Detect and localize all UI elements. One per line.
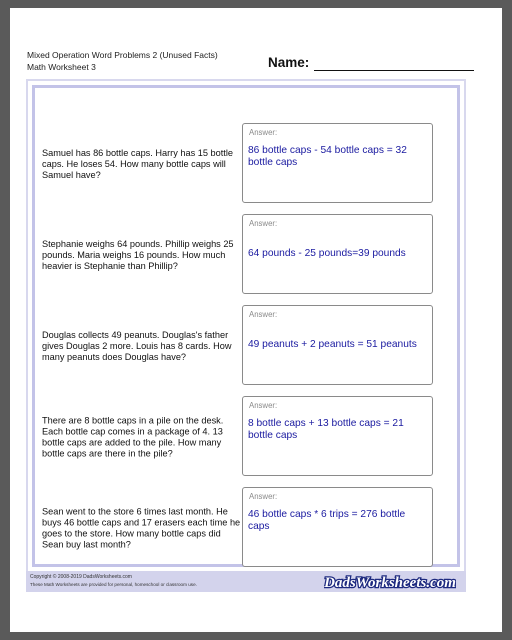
problem-item bbox=[35, 483, 457, 574]
answer-label: Answer: bbox=[249, 310, 278, 319]
answer-text: 8 bottle caps + 13 bottle caps = 21 bottle caps bbox=[248, 418, 404, 442]
problem-question: There are 8 bottle caps in a pile on the desk. Each bottle cap comes in a package of 4. 13 bottle caps are added to the pile. How many bottle caps are there in the pile? bbox=[42, 415, 224, 459]
problem-item bbox=[35, 119, 457, 210]
dadsworksheets-logo bbox=[324, 572, 456, 592]
answer-label: Answer: bbox=[249, 492, 278, 501]
worksheet-title: Mixed Operation Word Problems 2 (Unused Facts) bbox=[27, 50, 218, 60]
answer-box bbox=[242, 214, 433, 294]
answer-box bbox=[242, 396, 433, 476]
problem-question: Stephanie weighs 64 pounds. Phillip weighs 25 pounds. Maria weighs 16 pounds. How much heavier is Stephanie than Phillip? bbox=[42, 238, 234, 272]
answer-label: Answer: bbox=[249, 219, 278, 228]
problem-list bbox=[35, 88, 457, 564]
problem-item bbox=[35, 301, 457, 392]
problem-item bbox=[35, 392, 457, 483]
problem-question: Douglas collects 49 peanuts. Douglas's father gives Douglas 2 more. Louis has 8 cards. How many peanuts does Douglas have? bbox=[42, 329, 232, 363]
answer-box bbox=[242, 123, 433, 203]
answer-text: 49 peanuts + 2 peanuts = 51 peanuts bbox=[248, 339, 417, 350]
usage-note: These Math Worksheets are provided for personal, homeschool or classroom use. bbox=[30, 582, 197, 587]
copyright-text: Copyright © 2008-2019 DadsWorksheets.com bbox=[30, 574, 132, 580]
name-line bbox=[314, 70, 474, 71]
answer-label: Answer: bbox=[249, 401, 278, 410]
answer-box bbox=[242, 305, 433, 385]
logo-text: DadsWorksheets.com bbox=[324, 575, 456, 591]
problems-frame bbox=[26, 79, 466, 573]
problems-frame-inner bbox=[32, 85, 460, 567]
name-label: Name: bbox=[268, 55, 310, 70]
problem-question: Samuel has 86 bottle caps. Harry has 15 bottle caps. He loses 54. How many bottle caps will Samuel have? bbox=[42, 147, 234, 181]
answer-text: 64 pounds - 25 pounds=39 pounds bbox=[248, 248, 406, 259]
answer-text: 86 bottle caps - 54 bottle caps = 32 bottle caps bbox=[248, 145, 407, 169]
problem-question: Sean went to the store 6 times last month. He buys 46 bottle caps and 17 erasers each time he goes to the store. How many bottle caps did Sean buy last month? bbox=[42, 506, 241, 550]
problem-item bbox=[35, 210, 457, 301]
worksheet-subtitle: Math Worksheet 3 bbox=[27, 62, 96, 72]
answer-text: 46 bottle caps * 6 trips = 276 bottle caps bbox=[248, 509, 406, 533]
answer-label: Answer: bbox=[249, 128, 278, 137]
answer-box bbox=[242, 487, 433, 567]
